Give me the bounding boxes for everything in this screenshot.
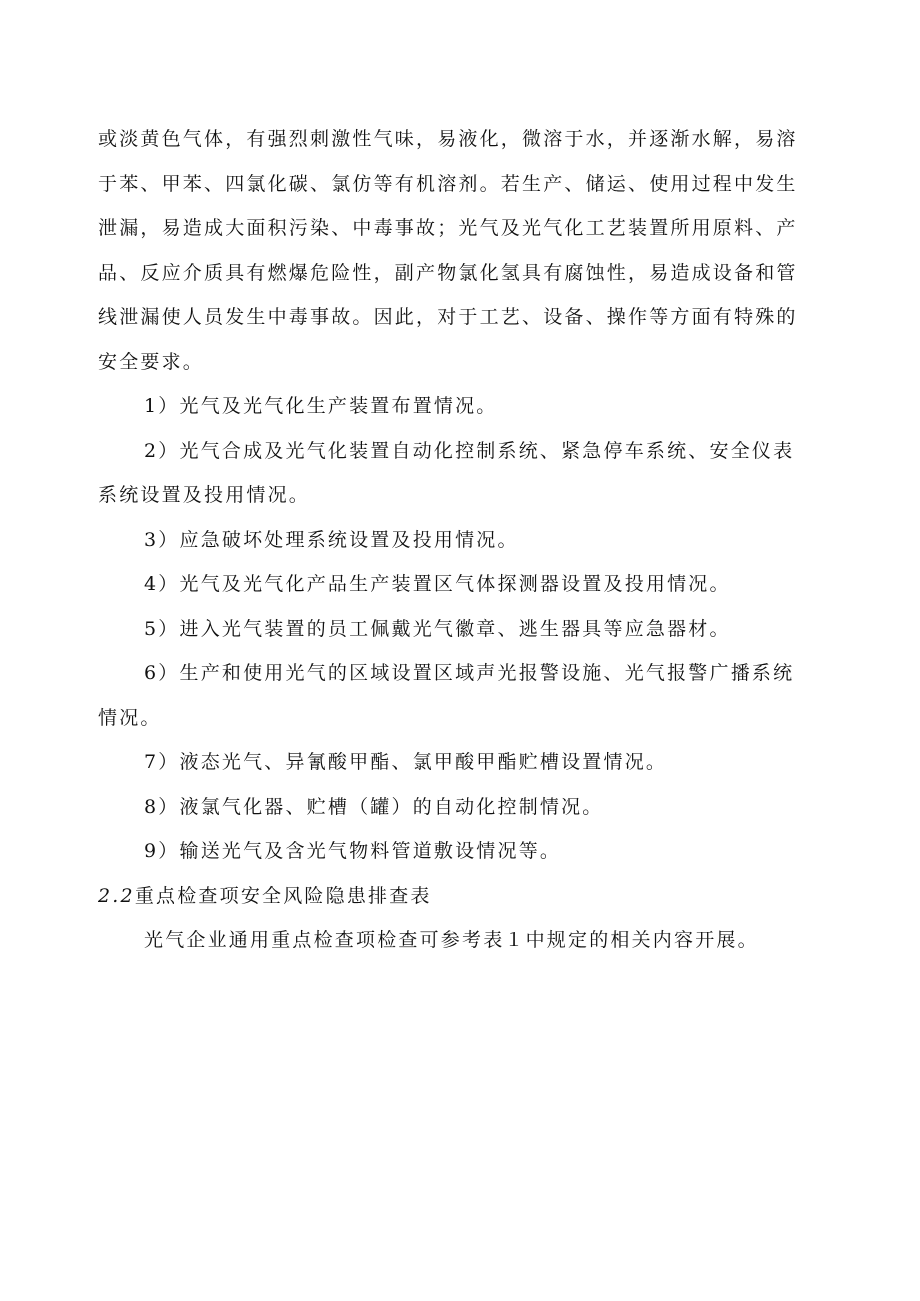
list-item-text: 2）光气合成及光气化装置自动化控制系统、紧急停车系统、安全仪表 xyxy=(144,439,795,462)
list-item xyxy=(98,834,810,879)
list-item-text: 1）光气及光气化生产装置布置情况。 xyxy=(144,395,498,417)
list-item-text-continuation: 系统设置及投用情况。 xyxy=(98,484,311,506)
list-item-text: 8）液氯气化器、贮槽（罐）的自动化控制情况。 xyxy=(144,795,604,818)
intro-paragraph xyxy=(98,122,810,389)
list-item xyxy=(98,434,810,523)
text-line: 线泄漏使人员发生中毒事故。因此，对于工艺、设备、操作等方面有特殊的 xyxy=(98,306,798,328)
list-item-text: 9）输送光气及含光气物料管道敷设情况等。 xyxy=(144,840,562,862)
checklist xyxy=(98,389,810,879)
list-item-text: 3）应急破坏处理系统设置及投用情况。 xyxy=(144,528,519,551)
list-item xyxy=(98,790,810,835)
list-item xyxy=(98,523,810,568)
text-line: 于苯、甲苯、四氯化碳、氯仿等有机溶剂。若生产、储运、使用过程中发生 xyxy=(98,172,798,195)
list-item xyxy=(98,567,810,612)
list-item xyxy=(98,745,810,790)
closing-paragraph: 光气企业通用重点检查项检查可参考表１中规定的相关内容开展。 xyxy=(144,929,759,951)
section-title: 重点检查项安全风险隐患排查表 xyxy=(134,884,432,907)
text-line: 或淡黄色气体，有强烈刺激性气味，易液化，微溶于水，并逐渐水解，易溶 xyxy=(98,128,798,150)
list-item-text: 6）生产和使用光气的区域设置区域声光报警设施、光气报警广播系统 xyxy=(144,662,795,684)
list-item-text: 4）光气及光气化产品生产装置区气体探测器设置及投用情况。 xyxy=(144,573,731,595)
list-item xyxy=(98,389,810,434)
list-item-text-continuation: 情况。 xyxy=(98,706,162,729)
section-heading xyxy=(98,879,810,924)
list-item xyxy=(98,612,810,657)
list-item-text: 7）液态光气、异氰酸甲酯、氯甲酸甲酯贮槽设置情况。 xyxy=(144,751,668,773)
text-line: 品、反应介质具有燃爆危险性，副产物氯化氢具有腐蚀性，易造成设备和管 xyxy=(98,261,798,284)
list-item-text: 5）进入光气装置的员工佩戴光气徽章、逃生器具等应急器材。 xyxy=(144,617,731,640)
text-line: 泄漏，易造成大面积污染、中毒事故；光气及光气化工艺装置所用原料、产 xyxy=(98,217,798,239)
list-item xyxy=(98,656,810,745)
section-number: 2.2 xyxy=(98,884,135,907)
document-body xyxy=(98,122,810,968)
text-line: 安全要求。 xyxy=(98,350,205,373)
